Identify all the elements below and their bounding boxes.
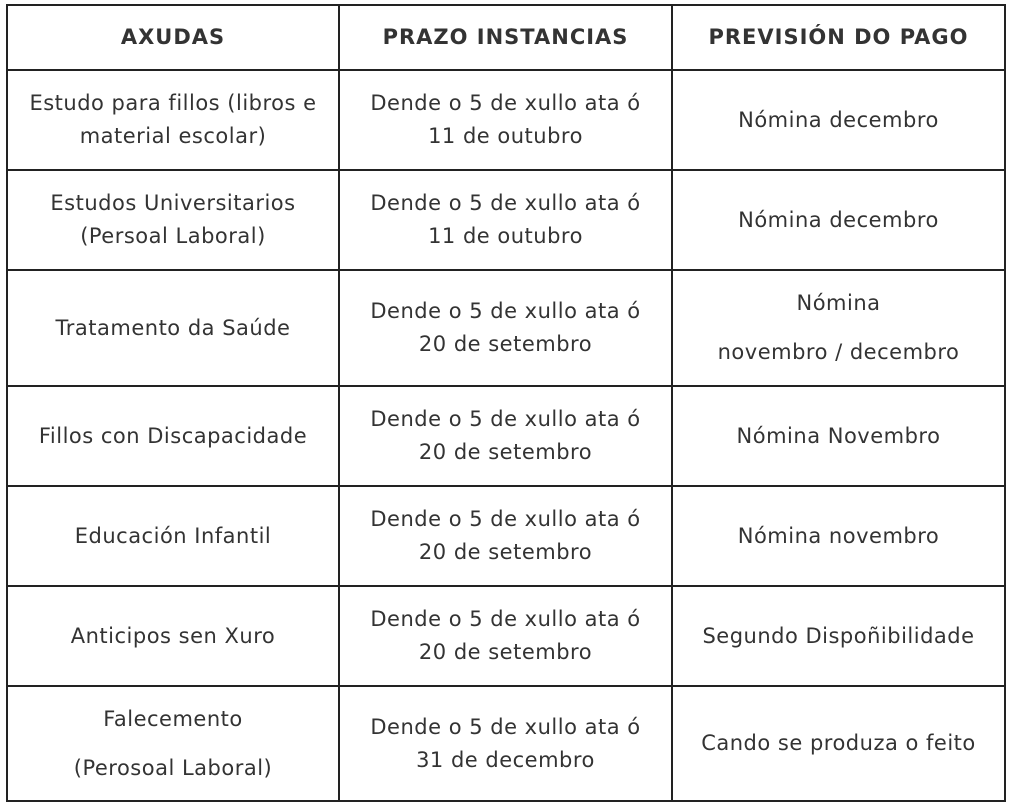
cell-prazo bbox=[339, 270, 672, 386]
header-prevision-do-pago: PREVISIÓN DO PAGO bbox=[672, 5, 1005, 70]
cell-text: Estudos Universitarios bbox=[50, 191, 296, 215]
cell-prazo bbox=[339, 170, 672, 270]
cell-prazo bbox=[339, 70, 672, 170]
cell-text: Nómina bbox=[796, 291, 881, 315]
cell-text: Nómina decembro bbox=[738, 207, 939, 232]
cell-text: Cando se produza o feito bbox=[701, 731, 976, 755]
cell-text: 20 de setembro bbox=[418, 440, 593, 464]
cell-text: Estudo para fillos (libros e bbox=[29, 91, 317, 115]
cell-text: novembro / decembro bbox=[717, 340, 960, 364]
table-row bbox=[7, 686, 1005, 801]
header-row bbox=[7, 5, 1005, 70]
cell-text: Dende o 5 de xullo ata ó bbox=[370, 191, 641, 215]
cell-text: Dende o 5 de xullo ata ó bbox=[370, 507, 641, 531]
cell-pago bbox=[672, 486, 1005, 586]
cell-text: Falecemento bbox=[103, 706, 243, 731]
cell-axuda bbox=[7, 270, 339, 386]
header-prazo-instancias: PRAZO INSTANCIAS bbox=[339, 5, 672, 70]
cell-axuda bbox=[7, 686, 339, 801]
table-row bbox=[7, 386, 1005, 486]
cell-text: (Perosoal Laboral) bbox=[73, 755, 273, 780]
cell-text: Dende o 5 de xullo ata ó bbox=[370, 299, 641, 323]
cell-text: Dende o 5 de xullo ata ó bbox=[370, 714, 641, 739]
cell-pago bbox=[672, 70, 1005, 170]
cell-text: 11 de outubro bbox=[428, 124, 583, 148]
cell-text: 11 de outubro bbox=[428, 224, 583, 248]
table-row bbox=[7, 270, 1005, 386]
cell-text: Fillos con Discapacidade bbox=[38, 423, 308, 448]
header-axudas: AXUDAS bbox=[7, 5, 339, 70]
cell-prazo bbox=[339, 386, 672, 486]
cell-text: Tratamento da Saúde bbox=[55, 315, 291, 340]
cell-text: Nómina decembro bbox=[738, 107, 939, 132]
cell-text: Nómina novembro bbox=[737, 523, 940, 548]
table-row bbox=[7, 70, 1005, 170]
cell-pago bbox=[672, 586, 1005, 686]
cell-text: 20 de setembro bbox=[418, 540, 593, 564]
table-body bbox=[7, 70, 1005, 801]
cell-prazo bbox=[339, 686, 672, 801]
cell-text: Dende o 5 de xullo ata ó bbox=[370, 407, 641, 431]
table-row bbox=[7, 586, 1005, 686]
cell-pago bbox=[672, 270, 1005, 386]
cell-axuda bbox=[7, 70, 339, 170]
cell-text: (Persoal Laboral) bbox=[80, 224, 266, 248]
cell-text: Segundo Dispoñibilidade bbox=[702, 623, 975, 648]
cell-axuda bbox=[7, 170, 339, 270]
cell-prazo bbox=[339, 486, 672, 586]
cell-pago bbox=[672, 170, 1005, 270]
cell-text: 20 de setembro bbox=[418, 640, 593, 664]
cell-pago bbox=[672, 686, 1005, 801]
cell-text: Anticipos sen Xuro bbox=[70, 623, 276, 648]
table-row bbox=[7, 486, 1005, 586]
cell-text: material escolar) bbox=[79, 124, 267, 148]
cell-text: Nómina Novembro bbox=[736, 423, 941, 448]
cell-text: Educación Infantil bbox=[74, 523, 272, 548]
cell-text: Dende o 5 de xullo ata ó bbox=[370, 607, 641, 631]
table-header bbox=[7, 5, 1005, 70]
table-row bbox=[7, 170, 1005, 270]
cell-axuda bbox=[7, 386, 339, 486]
cell-text: 20 de setembro bbox=[418, 332, 593, 356]
cell-axuda bbox=[7, 586, 339, 686]
cell-text: Dende o 5 de xullo ata ó bbox=[370, 91, 641, 115]
cell-axuda bbox=[7, 486, 339, 586]
aid-table bbox=[6, 4, 1006, 802]
cell-text: 31 de decembro bbox=[416, 747, 595, 772]
cell-prazo bbox=[339, 586, 672, 686]
cell-pago bbox=[672, 386, 1005, 486]
